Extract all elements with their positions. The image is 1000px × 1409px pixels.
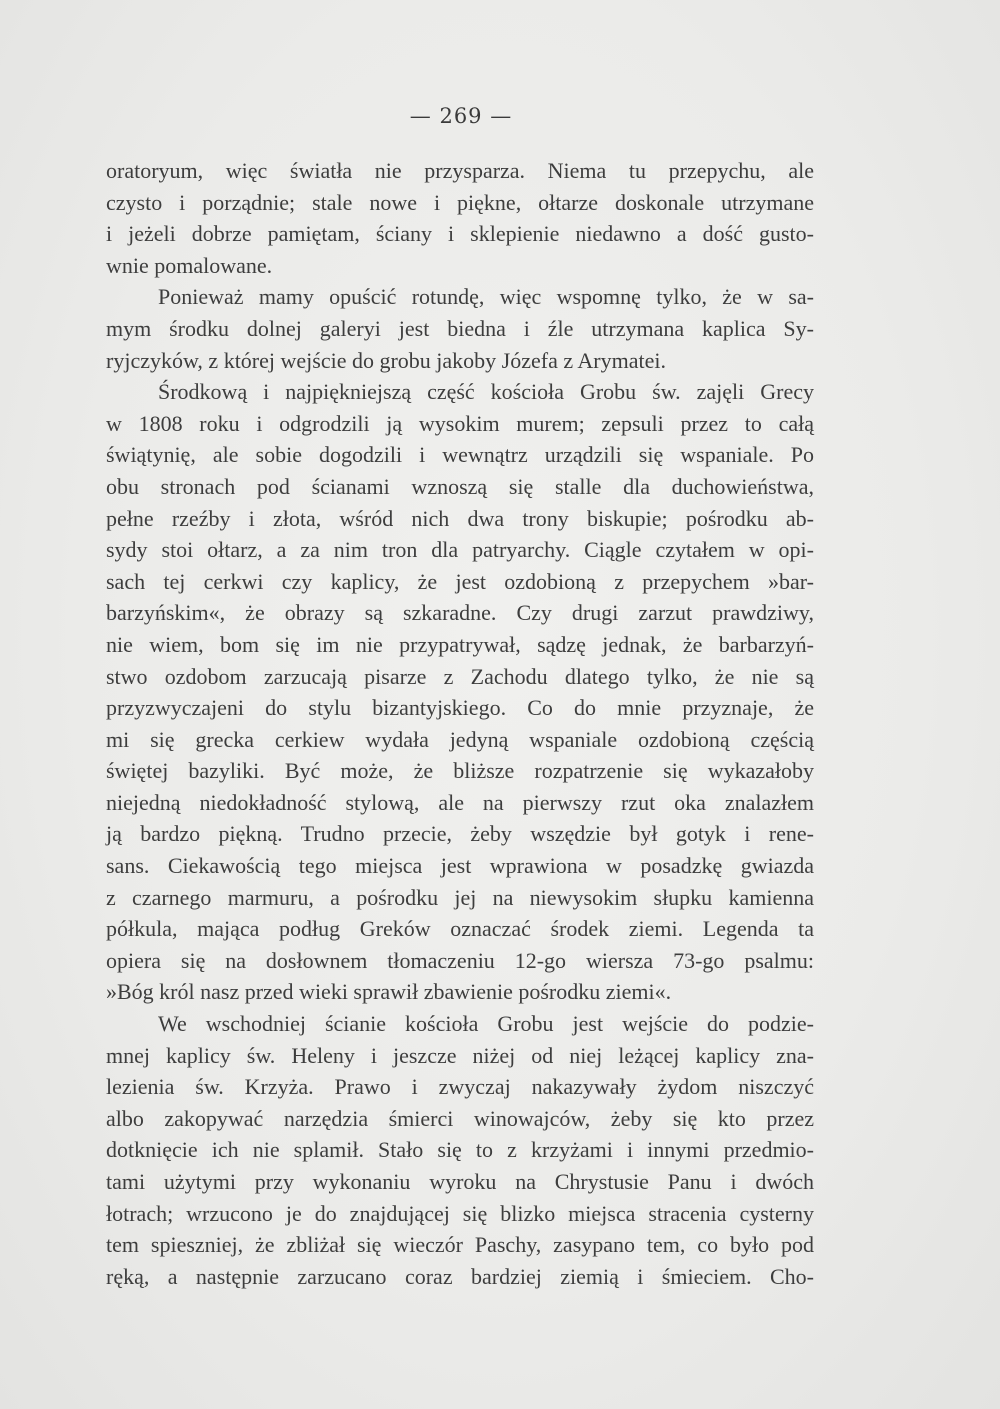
text-line: tami użytymi przy wykonaniu wyroku na Chrystusie Panu i dwóch	[106, 1169, 814, 1194]
text-line: obu stronach pod ścianami wznoszą się stalle dla duchowieństwa,	[106, 473, 814, 499]
text-line: wnie pomalowane.	[106, 252, 273, 278]
text-line: Środkową i najpiękniejszą część kościoła Grobu św. zajęli Grecy	[158, 379, 814, 405]
text-line: »Bóg król nasz przed wieki sprawił zbawienie pośrodku ziemi«.	[106, 979, 672, 1005]
text-line: mnej kaplicy św. Heleny i jeszcze niżej od niej leżącej kaplicy zna-	[106, 1042, 814, 1068]
text-line: pełne rzeźby i złota, wśród nich dwa trony biskupie; pośrodku ab-	[106, 505, 814, 531]
text-line: dotknięcie ich nie splamił. Stało się to z krzyżami i innymi przedmio-	[106, 1137, 814, 1163]
text-line: We wschodniej ścianie kościoła Grobu jest wejście do podzie-	[158, 1011, 814, 1037]
text-line: przyzwyczajeni do stylu bizantyjskiego. Co do mnie przyznaje, że	[106, 695, 814, 721]
text-line: albo zakopywać narzędzia śmierci winowajców, żeby się kto przez	[106, 1105, 814, 1131]
text-line: opiera się na dosłownem tłomaczeniu 12-go wiersza 73-go psalmu:	[106, 947, 814, 973]
text-line: oratoryum, więc światła nie przysparza. Niema tu przepychu, ale	[106, 158, 814, 183]
text-line: mym środku dolnej galeryi jest biedna i źle utrzymana kaplica Sy-	[106, 315, 814, 341]
body-text	[106, 155, 814, 1292]
text-line: z czarnego marmuru, a pośrodku jej na niewysokim słupku kamienna	[106, 884, 814, 910]
text-line: w 1808 roku i odgrodzili ją wysokim murem; zepsuli przez to całą	[106, 410, 814, 436]
text-line: łotrach; wrzucono je do znajdującej się blizko miejsca stracenia cysterny	[106, 1200, 814, 1226]
text-line: stwo ozdobom zarzucają pisarze z Zachodu dlatego tylko, że nie są	[106, 663, 814, 689]
text-line: nie wiem, bom się im nie przypatrywał, sądzę jednak, że barbarzyń-	[106, 631, 814, 657]
text-line: niejedną niedokładność stylową, ale na pierwszy rzut oka znalazłem	[106, 789, 814, 815]
text-line: sach tej cerkwi czy kaplicy, że jest ozdobioną z przepychem »bar-	[106, 568, 814, 594]
text-line: i jeżeli dobrze pamiętam, ściany i sklepienie niedawno a dość gusto-	[106, 221, 814, 247]
text-line: ryjczyków, z której wejście do grobu jakoby Józefa z Arymatei.	[106, 347, 666, 373]
text-line: świętej bazyliki. Być może, że bliższe rozpatrzenie się wykazałoby	[106, 758, 814, 784]
text-line: Ponieważ mamy opuścić rotundę, więc wspomnę tylko, że w sa-	[158, 284, 814, 310]
text-line: czysto i porządnie; stale nowe i piękne, ołtarze doskonale utrzymane	[106, 189, 814, 215]
text-line: świątynię, ale sobie dogodzili i wewnątrz urządzili się wspaniale. Po	[106, 442, 814, 468]
page-number: — 269 —	[409, 104, 513, 128]
text-line: sans. Ciekawością tego miejsca jest wprawiona w posadzkę gwiazda	[106, 853, 814, 879]
text-line: ręką, a następnie zarzucano coraz bardziej ziemią i śmieciem. Cho-	[106, 1263, 814, 1289]
text-line: lezienia św. Krzyża. Prawo i zwyczaj nakazywały żydom niszczyć	[106, 1074, 814, 1100]
text-line: sydy stoi ołtarz, a za nim tron dla patryarchy. Ciągle czytałem w opi-	[106, 537, 814, 563]
text-line: barzyńskim«, że obrazy są szkaradne. Czy drugi zarzut prawdziwy,	[106, 600, 814, 626]
text-line: tem spieszniej, że zbliżał się wieczór Paschy, zasypano tem, co było pod	[106, 1232, 814, 1258]
text-line: półkula, mająca podług Greków oznaczać środek ziemi. Legenda ta	[106, 916, 814, 942]
text-line: mi się grecka cerkiew wydała jedyną wspaniale ozdobioną częścią	[106, 726, 814, 752]
text-line: ją bardzo piękną. Trudno przecie, żeby wszędzie był gotyk i rene-	[106, 821, 814, 847]
